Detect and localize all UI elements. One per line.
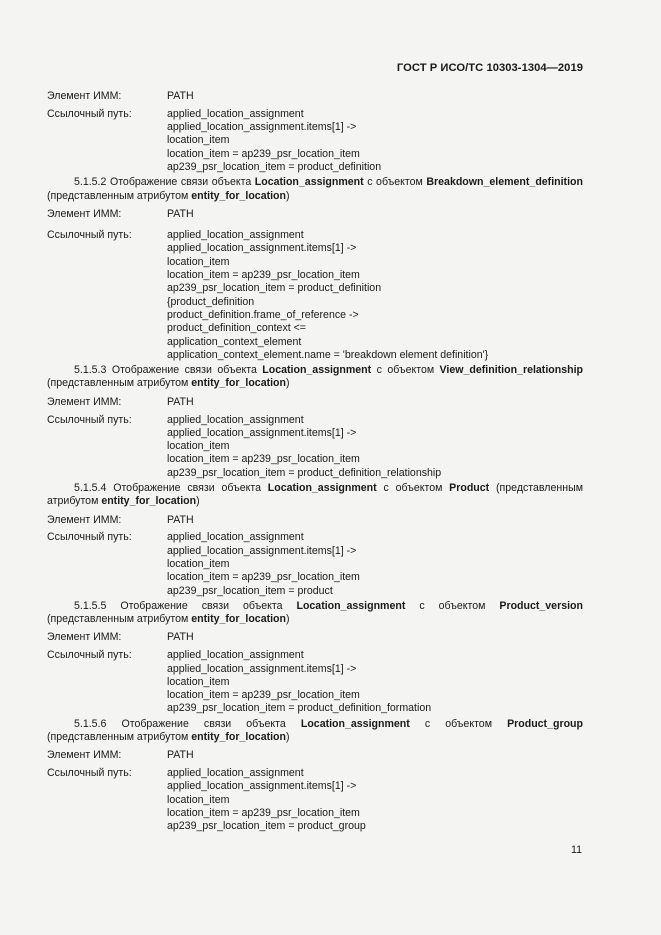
- element-row: [47, 749, 583, 762]
- ref-line: location_item: [167, 255, 230, 268]
- ref-line: location_item: [167, 558, 230, 570]
- ref-row: [47, 414, 583, 480]
- ref-row: [47, 531, 583, 597]
- ref-path: [167, 649, 583, 715]
- ref-line: ap239_psr_location_item = product_definition_formation: [167, 702, 432, 715]
- element-value: PATH: [167, 513, 194, 526]
- ref-path: [167, 767, 583, 833]
- ref-line: applied_location_assignment: [167, 531, 304, 544]
- element-label: Элемент ИММ:: [47, 513, 122, 526]
- ref-path: [167, 414, 583, 480]
- ref-label: Ссылочный путь:: [47, 531, 132, 544]
- ref-line: location_item = ap239_psr_location_item: [167, 269, 360, 282]
- ref-line: location_item = ap239_psr_location_item: [167, 807, 360, 820]
- element-value: PATH: [167, 90, 194, 102]
- ref-label: Ссылочный путь:: [47, 229, 132, 242]
- ref-line: applied_location_assignment.items[1] ->: [167, 426, 357, 439]
- ref-line: location_item: [167, 675, 230, 688]
- section-5-1-5-3: [47, 364, 583, 480]
- section-5-1-5-2: [47, 176, 583, 362]
- ref-line: location_item: [167, 134, 230, 147]
- element-label: Элемент ИММ:: [47, 207, 122, 220]
- ref-line: applied_location_assignment.items[1] ->: [167, 662, 357, 675]
- section-heading: 5.1.5.3 Отображение связи объекта Location_assignment с объектом View_definition_relationship (представленным атрибутом entity_for_location): [47, 364, 583, 390]
- ref-label: Ссылочный путь:: [47, 413, 132, 426]
- element-value: PATH: [167, 631, 194, 644]
- ref-line: applied_location_assignment: [167, 767, 304, 780]
- page-number: 11: [571, 844, 582, 856]
- ref-label: Ссылочный путь:: [47, 767, 132, 780]
- ref-line: applied_location_assignment.items[1] ->: [167, 121, 357, 134]
- section-5-1-5-6: [47, 718, 583, 834]
- section-5-1-5-4: [47, 482, 583, 598]
- section-heading: 5.1.5.2 Отображение связи объекта Location_assignment с объектом Breakdown_element_definition (представленным атрибутом entity_for_location): [47, 176, 583, 202]
- ref-row: [47, 229, 583, 362]
- ref-line: ap239_psr_location_item = product_definition_relationship: [167, 466, 442, 479]
- section-heading: 5.1.5.6 Отображение связи объекта Location_assignment с объектом Product_group (представленным атрибутом entity_for_location): [47, 717, 583, 744]
- ref-label: Ссылочный путь:: [47, 649, 132, 662]
- ref-line: ap239_psr_location_item = product_group: [167, 820, 366, 833]
- element-row: [47, 396, 583, 409]
- element-row: [47, 631, 583, 644]
- ref-line: location_item: [167, 793, 230, 806]
- ref-label: Ссылочный путь:: [47, 107, 132, 120]
- ref-line: product_definition.frame_of_reference ->: [167, 308, 359, 321]
- ref-line: ap239_psr_location_item = product_definition: [167, 160, 382, 173]
- ref-line: applied_location_assignment.items[1] ->: [167, 242, 357, 255]
- ref-line: applied_location_assignment: [167, 649, 304, 662]
- element-label: Элемент ИММ:: [47, 631, 122, 644]
- element-label: Элемент ИММ:: [47, 90, 122, 102]
- ref-line: applied_location_assignment: [167, 413, 304, 426]
- element-value: PATH: [167, 207, 194, 220]
- element-label: Элемент ИММ:: [47, 749, 122, 762]
- element-label: Элемент ИММ:: [47, 395, 122, 408]
- intro-ref-row: [47, 108, 583, 174]
- ref-line: product_definition_context <=: [167, 322, 306, 335]
- ref-line: location_item = ap239_psr_location_item: [167, 453, 360, 466]
- ref-line: applied_location_assignment.items[1] ->: [167, 544, 357, 557]
- ref-line: ap239_psr_location_item = product_definition: [167, 282, 382, 295]
- intro-element-row: [47, 90, 583, 103]
- section-5-1-5-5: [47, 600, 583, 716]
- ref-line: applied_location_assignment.items[1] ->: [167, 780, 357, 793]
- ref-line: application_context_element.name = 'breakdown element definition'}: [167, 348, 489, 361]
- ref-line: location_item = ap239_psr_location_item: [167, 571, 360, 584]
- element-value: PATH: [167, 749, 194, 762]
- document-header: ГОСТ Р ИСО/ТС 10303-1304—2019: [396, 62, 583, 74]
- ref-line: {product_definition: [167, 295, 255, 308]
- ref-path: [167, 108, 583, 174]
- ref-line: location_item: [167, 440, 230, 453]
- ref-line: location_item = ap239_psr_location_item: [167, 689, 360, 702]
- ref-line: application_context_element: [167, 335, 302, 348]
- ref-row: [47, 767, 583, 833]
- ref-path: [167, 229, 583, 362]
- section-heading: 5.1.5.5 Отображение связи объекта Location_assignment с объектом Product_version (представленным атрибутом entity_for_location): [47, 599, 583, 626]
- section-heading: 5.1.5.4 Отображение связи объекта Location_assignment с объектом Product (представленным атрибутом entity_for_location): [47, 482, 583, 508]
- element-row: [47, 514, 583, 527]
- ref-path: [167, 531, 583, 597]
- ref-line: applied_location_assignment: [167, 229, 304, 242]
- ref-line: ap239_psr_location_item = product: [167, 584, 333, 597]
- element-row: [47, 208, 583, 221]
- ref-row: [47, 649, 583, 715]
- element-value: PATH: [167, 395, 194, 408]
- ref-line: location_item = ap239_psr_location_item: [167, 147, 360, 160]
- ref-line: applied_location_assignment: [167, 107, 304, 120]
- document-body: [47, 90, 583, 834]
